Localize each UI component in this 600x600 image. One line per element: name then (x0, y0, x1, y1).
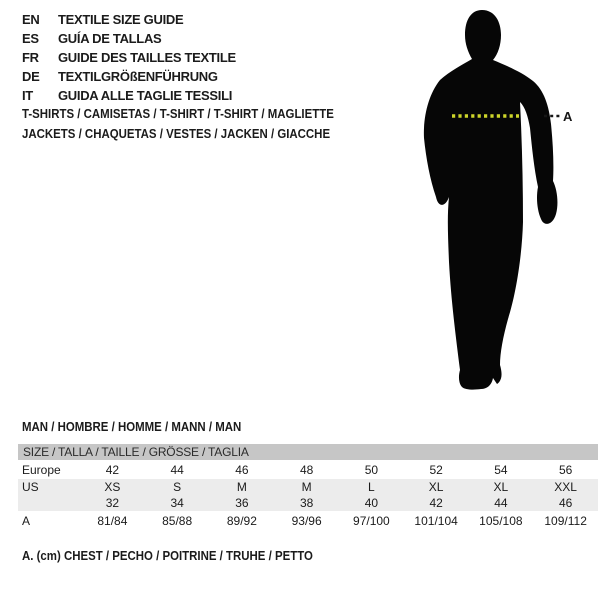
table-cell: 56 (558, 462, 573, 477)
category-tshirts: T-SHIRTS / CAMISETAS / T-SHIRT / T-SHIRT / MAGLIETTE (22, 106, 334, 121)
table-cell: 42 (105, 462, 120, 477)
table-row-chest (18, 511, 598, 530)
table-cell: XXL (554, 480, 577, 494)
table-cell: XL (493, 480, 509, 494)
table-row-europe (18, 460, 598, 479)
list-item (22, 86, 236, 105)
language-code: EN (22, 12, 40, 27)
list-item (22, 67, 236, 86)
category-jackets: JACKETS / CHAQUETAS / VESTES / JACKEN / GIACCHE (22, 126, 331, 141)
table-cell: 81/84 (97, 513, 128, 528)
row-label: US (22, 480, 39, 494)
table-cell: 36 (235, 496, 249, 510)
table-row-us-numeric (18, 495, 598, 511)
size-table-header-label: SIZE / TALLA / TAILLE / GRÖSSE / TAGLIA (23, 445, 249, 459)
table-cell: 54 (494, 462, 508, 477)
language-code: FR (22, 50, 39, 65)
measure-label-a: A (563, 109, 573, 124)
size-table (18, 444, 598, 530)
list-item (22, 29, 236, 48)
measurement-footnote: A. (cm) CHEST / PECHO / POITRINE / TRUHE / PETTO (22, 548, 313, 563)
table-cell: M (301, 480, 312, 494)
table-cell: L (368, 480, 375, 494)
language-label: GUIDE DES TAILLES TEXTILE (58, 50, 236, 65)
table-cell: XL (428, 480, 444, 494)
language-label: GUIDA ALLE TAGLIE TESSILI (58, 88, 233, 103)
list-item (22, 48, 236, 67)
table-cell: 85/88 (162, 513, 193, 528)
table-cell: 44 (170, 462, 184, 477)
table-cell: 46 (558, 496, 573, 510)
table-cell: XS (104, 480, 121, 494)
table-cell: 48 (299, 462, 314, 477)
category-lines (22, 106, 376, 146)
man-silhouette (424, 10, 558, 390)
language-label: TEXTILE SIZE GUIDE (58, 12, 184, 27)
table-cell: 42 (429, 496, 443, 510)
language-code: ES (22, 31, 39, 46)
table-cell: 50 (364, 462, 379, 477)
language-code: IT (22, 88, 33, 103)
table-row-us (18, 479, 598, 495)
row-label: Europe (22, 462, 61, 477)
table-cell: 101/104 (414, 513, 458, 528)
table-cell: S (173, 480, 182, 494)
man-silhouette-figure (405, 5, 580, 400)
language-label: GUÍA DE TALLAS (58, 31, 162, 46)
table-cell: 32 (105, 496, 120, 510)
table-cell: 40 (364, 496, 379, 510)
table-cell: 46 (235, 462, 249, 477)
table-cell: 44 (494, 496, 508, 510)
table-cell: 109/112 (544, 513, 587, 528)
table-cell: 93/96 (291, 513, 322, 528)
row-label: A (22, 513, 31, 528)
table-cell: 34 (170, 496, 184, 510)
table-cell: 38 (299, 496, 314, 510)
table-cell: 52 (429, 462, 443, 477)
table-cell: 89/92 (226, 513, 257, 528)
language-guide-list (22, 10, 236, 105)
table-cell: 105/108 (479, 513, 523, 528)
table-cell: M (236, 480, 247, 494)
size-table-header (18, 444, 598, 460)
language-label: TEXTILGRÖßENFÜHRUNG (58, 69, 218, 84)
table-cell: 97/100 (353, 513, 390, 528)
section-title-man: MAN / HOMBRE / HOMME / MANN / MAN (22, 419, 242, 434)
list-item (22, 10, 236, 29)
language-code: DE (22, 69, 40, 84)
